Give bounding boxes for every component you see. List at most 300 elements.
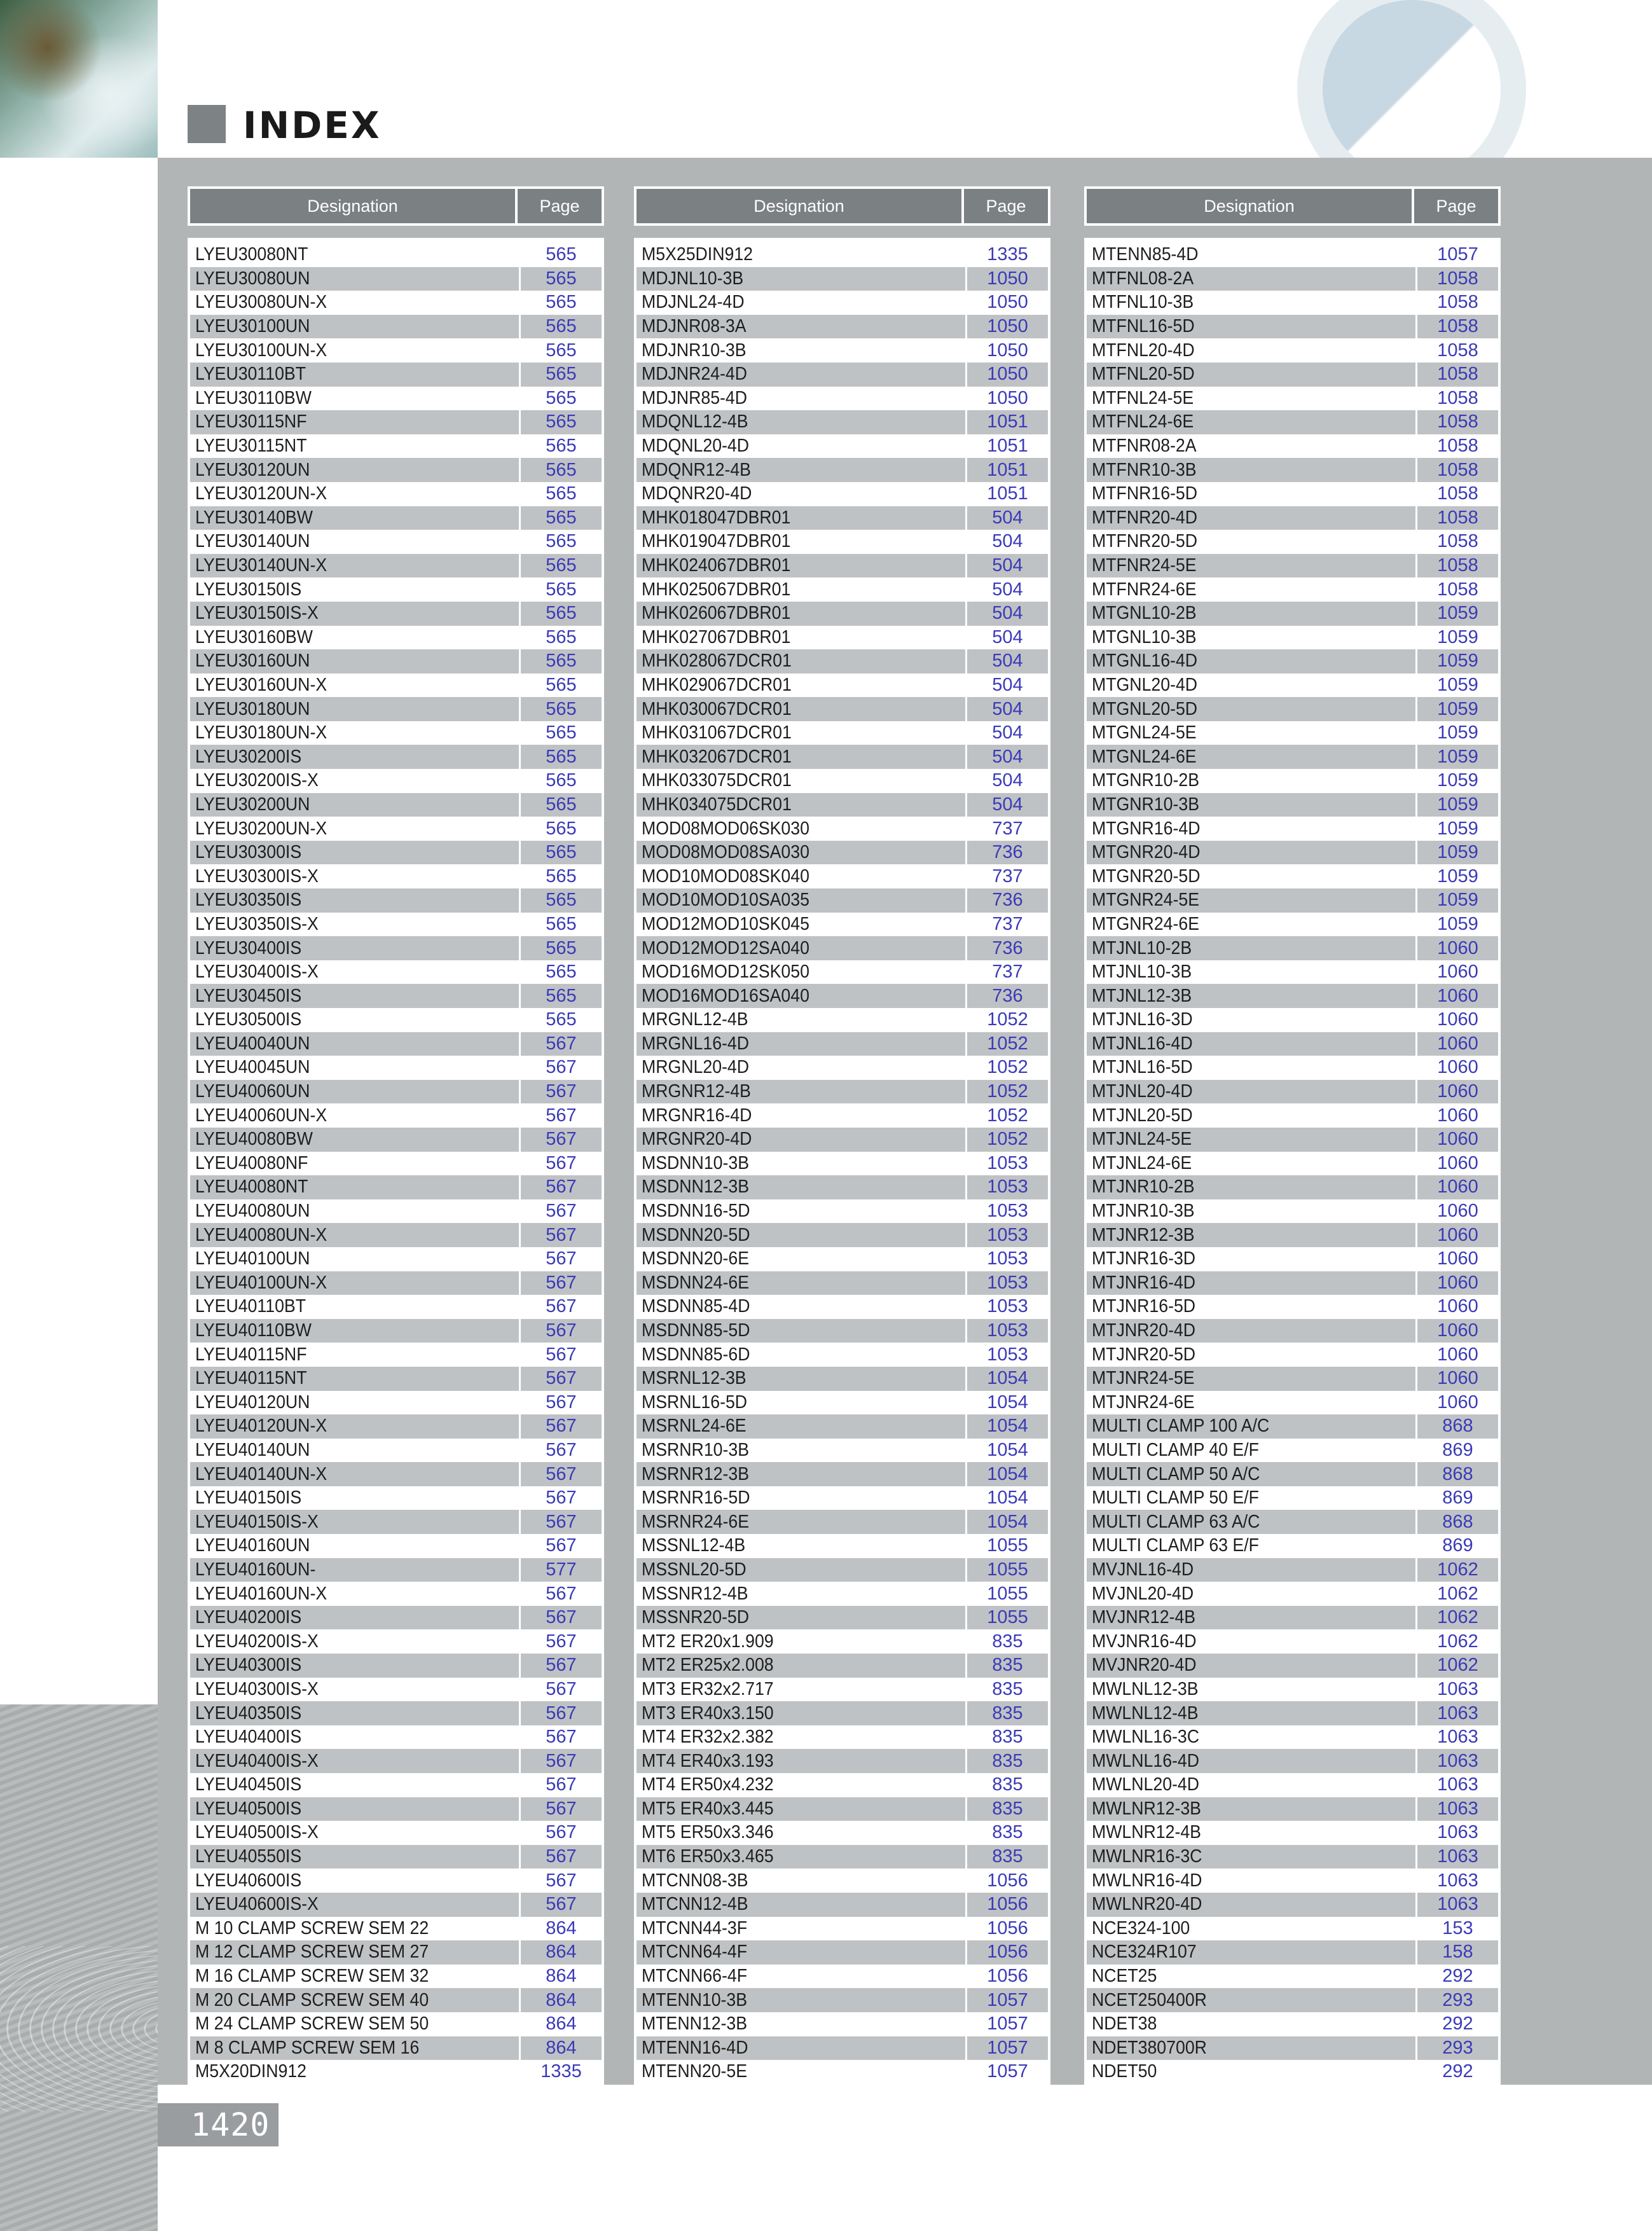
page-cell: 565 <box>519 602 602 626</box>
designation-cell <box>190 1870 519 1891</box>
designation-cell <box>1087 508 1415 528</box>
designation-cell <box>1087 1033 1415 1054</box>
page-cell: 1054 <box>965 1462 1048 1486</box>
designation-text: MTENN10-3B <box>642 1989 748 2010</box>
index-row <box>1087 410 1498 434</box>
designation-text: MTENN12-3B <box>642 2013 748 2034</box>
designation-cell <box>637 651 965 672</box>
designation-text: MHK031067DCR01 <box>642 722 792 743</box>
designation-cell <box>190 818 519 839</box>
page-cell: 1335 <box>965 243 1048 267</box>
index-row <box>637 291 1048 315</box>
designation-text: MTGNR24-5E <box>1092 890 1200 911</box>
designation-cell <box>190 651 519 672</box>
page-cell: 567 <box>519 1749 602 1773</box>
designation-text: MTJNR20-5D <box>1092 1344 1196 1365</box>
index-row <box>190 1821 602 1845</box>
page-cell: 1059 <box>1415 888 1498 913</box>
designation-cell <box>190 1774 519 1795</box>
designation-text: MDJNR08-3A <box>642 316 747 337</box>
designation-cell <box>1087 1751 1415 1772</box>
designation-cell <box>1087 436 1415 457</box>
index-row <box>637 1582 1048 1606</box>
index-row <box>1087 482 1498 506</box>
page-cell: 1063 <box>1415 1868 1498 1893</box>
index-row <box>190 864 602 888</box>
index-row <box>1087 984 1498 1008</box>
designation-text: LYEU30160UN-X <box>195 674 327 695</box>
designation-cell <box>1087 1416 1415 1437</box>
index-row <box>637 1486 1048 1510</box>
page-cell: 1052 <box>965 1080 1048 1104</box>
designation-cell <box>637 1512 965 1533</box>
page-cell: 567 <box>519 1654 602 1678</box>
designation-text: MTGNL24-6E <box>1092 746 1197 767</box>
page-cell: 1057 <box>965 2036 1048 2061</box>
designation-cell <box>190 794 519 815</box>
designation-cell <box>637 1392 965 1413</box>
page-cell: 567 <box>519 1868 602 1893</box>
page-cell: 868 <box>1415 1414 1498 1439</box>
page-cell: 504 <box>965 577 1048 602</box>
page-cell: 1060 <box>1415 960 1498 984</box>
designation-cell <box>637 1105 965 1126</box>
page-cell: 567 <box>519 1319 602 1343</box>
page-cell: 567 <box>519 1773 602 1797</box>
designation-text: MDJNR85-4D <box>642 387 748 408</box>
index-row <box>637 2036 1048 2061</box>
designation-cell <box>1087 2013 1415 2034</box>
designation-text: MTGNR16-4D <box>1092 818 1201 839</box>
page-cell: 1058 <box>1415 267 1498 291</box>
designation-cell <box>190 1225 519 1246</box>
page-cell: 835 <box>965 1678 1048 1702</box>
page-cell: 158 <box>1415 1940 1498 1965</box>
index-row <box>1087 1080 1498 1104</box>
page-cell: 292 <box>1415 2060 1498 2084</box>
index-row <box>637 554 1048 578</box>
designation-text: LYEU40150IS <box>195 1488 302 1509</box>
page-cell: 1060 <box>1415 1152 1498 1176</box>
page-cell: 504 <box>965 745 1048 769</box>
designation-cell <box>1087 411 1415 432</box>
page-cell: 567 <box>519 1128 602 1152</box>
designation-text: MDJNL24-4D <box>642 292 745 313</box>
index-row <box>1087 888 1498 913</box>
designation-text: MULTI CLAMP 63 E/F <box>1092 1535 1259 1556</box>
designation-text: LYEU30450IS <box>195 985 302 1006</box>
index-row <box>1087 1558 1498 1582</box>
page-cell: 565 <box>519 936 602 960</box>
index-row <box>190 1271 602 1295</box>
page-cell: 1060 <box>1415 1008 1498 1032</box>
designation-text: MSSNL20-5D <box>642 1559 747 1580</box>
designation-cell <box>1087 1990 1415 2011</box>
index-row <box>190 936 602 960</box>
designation-cell <box>190 292 519 313</box>
index-row <box>1087 1319 1498 1343</box>
index-row <box>190 2036 602 2061</box>
designation-cell <box>190 340 519 361</box>
designation-text: MOD16MOD16SA040 <box>642 985 809 1006</box>
index-row <box>190 1175 602 1199</box>
designation-cell <box>190 1105 519 1126</box>
column-header <box>1084 186 1501 226</box>
designation-cell <box>637 603 965 624</box>
designation-text: MTJNR24-5E <box>1092 1368 1195 1389</box>
designation-text: MVJNR16-4D <box>1092 1631 1197 1652</box>
page-cell: 1059 <box>1415 913 1498 937</box>
index-row <box>190 602 602 626</box>
index-row <box>1087 1008 1498 1032</box>
index-row <box>637 1629 1048 1654</box>
page-cell: 1055 <box>965 1606 1048 1630</box>
designation-text: LYEU40040UN <box>195 1033 310 1054</box>
designation-cell <box>190 1512 519 1533</box>
index-row <box>190 338 602 363</box>
page-cell: 736 <box>965 841 1048 865</box>
designation-cell <box>637 1966 965 1987</box>
index-row <box>637 1152 1048 1176</box>
designation-cell <box>637 818 965 839</box>
page-cell: 1055 <box>965 1534 1048 1558</box>
designation-text: LYEU40100UN <box>195 1248 310 1269</box>
page-cell: 1055 <box>965 1582 1048 1606</box>
designation-text: MTENN20-5E <box>642 2061 748 2082</box>
designation-text: MOD12MOD12SA040 <box>642 937 809 958</box>
designation-text: MTJNL16-3D <box>1092 1009 1193 1030</box>
index-row <box>190 1056 602 1080</box>
index-row <box>190 482 602 506</box>
index-row <box>190 626 602 650</box>
designation-cell <box>190 962 519 983</box>
designation-text: LYEU40120UN <box>195 1392 310 1413</box>
designation-cell <box>190 579 519 600</box>
designation-text: LYEU40080NF <box>195 1152 308 1173</box>
designation-text: MSRNL16-5D <box>642 1392 748 1413</box>
index-row <box>1087 291 1498 315</box>
page-cell: 1059 <box>1415 697 1498 721</box>
designation-text: LYEU40400IS <box>195 1727 302 1748</box>
designation-text: MTJNR24-6E <box>1092 1392 1195 1413</box>
designation-cell <box>1087 1894 1415 1915</box>
designation-text: MTJNR12-3B <box>1092 1224 1195 1245</box>
index-row <box>190 913 602 937</box>
page-cell: 567 <box>519 1247 602 1271</box>
index-row <box>1087 458 1498 482</box>
designation-text: MSDNN85-6D <box>642 1344 750 1365</box>
designation-header: Designation <box>1087 189 1414 223</box>
index-row <box>1087 841 1498 865</box>
designation-cell <box>1087 268 1415 289</box>
page-cell: 565 <box>519 984 602 1008</box>
designation-cell <box>637 1607 965 1628</box>
page-cell: 1060 <box>1415 1080 1498 1104</box>
designation-cell <box>1087 1799 1415 1820</box>
index-row <box>1087 769 1498 793</box>
index-row <box>1087 721 1498 745</box>
index-row <box>637 793 1048 817</box>
designation-cell <box>1087 1846 1415 1867</box>
index-row <box>637 1343 1048 1367</box>
designation-cell <box>190 1440 519 1461</box>
index-row <box>1087 1773 1498 1797</box>
designation-cell <box>1087 914 1415 935</box>
designation-text: LYEU30160UN <box>195 651 310 672</box>
designation-cell <box>1087 842 1415 863</box>
designation-text: LYEU30120UN-X <box>195 483 327 504</box>
designation-text: LYEU30110BW <box>195 387 312 408</box>
index-row <box>637 1940 1048 1965</box>
index-row <box>637 530 1048 554</box>
designation-text: LYEU40060UN-X <box>195 1105 327 1126</box>
designation-cell <box>637 1081 965 1102</box>
page-cell: 565 <box>519 458 602 482</box>
designation-text: LYEU30300IS-X <box>195 866 319 887</box>
designation-text: M 24 CLAMP SCREW SEM 50 <box>195 2013 429 2034</box>
designation-text: MVJNR20-4D <box>1092 1655 1197 1676</box>
designation-cell <box>1087 1822 1415 1843</box>
designation-cell <box>637 388 965 409</box>
page-cell: 1051 <box>965 458 1048 482</box>
page-cell: 567 <box>519 1439 602 1463</box>
designation-text: MTFNR24-5E <box>1092 555 1197 576</box>
index-row <box>637 387 1048 411</box>
index-row <box>1087 1821 1498 1845</box>
index-row <box>190 1558 602 1582</box>
page-header: Page <box>1436 196 1476 216</box>
index-row <box>1087 267 1498 291</box>
page-cell: 567 <box>519 1175 602 1199</box>
designation-text: MDQNR20-4D <box>642 483 752 504</box>
designation-cell <box>190 1488 519 1509</box>
page-cell: 565 <box>519 745 602 769</box>
index-row <box>637 1056 1048 1080</box>
index-row <box>637 1893 1048 1917</box>
designation-text: MSSNL12-4B <box>642 1535 746 1556</box>
index-row <box>1087 363 1498 387</box>
index-row <box>1087 745 1498 769</box>
designation-cell <box>190 364 519 385</box>
designation-cell <box>190 436 519 457</box>
designation-cell <box>637 986 965 1007</box>
index-row <box>637 1534 1048 1558</box>
designation-cell <box>1087 1488 1415 1509</box>
index-row <box>637 1319 1048 1343</box>
designation-text: LYEU30140UN-X <box>195 555 327 576</box>
index-row <box>1087 1199 1498 1224</box>
designation-cell <box>190 1966 519 1987</box>
page-cell: 1053 <box>965 1199 1048 1224</box>
designation-text: LYEU30140UN <box>195 531 310 552</box>
designation-cell <box>190 1751 519 1772</box>
index-row <box>637 1391 1048 1415</box>
page-cell: 864 <box>519 1940 602 1965</box>
page-cell: 1060 <box>1415 1343 1498 1367</box>
designation-text: MTFNR08-2A <box>1092 436 1197 457</box>
designation-cell <box>637 1177 965 1198</box>
page-cell: 565 <box>519 649 602 673</box>
designation-cell <box>637 1679 965 1700</box>
designation-cell <box>190 1559 519 1580</box>
index-row <box>190 2060 602 2084</box>
left-wave-lines <box>0 1946 158 2111</box>
designation-cell <box>190 268 519 289</box>
designation-text: MSDNN85-4D <box>642 1296 750 1317</box>
page-cell: 565 <box>519 267 602 291</box>
page-cell: 835 <box>965 1725 1048 1750</box>
designation-text: LYEU40200IS <box>195 1607 302 1628</box>
designation-cell <box>637 1153 965 1174</box>
designation-cell <box>1087 460 1415 481</box>
page-cell: 1057 <box>965 1988 1048 2012</box>
index-row <box>190 1701 602 1725</box>
index-row <box>1087 1391 1498 1415</box>
page-title: INDEX <box>243 104 382 147</box>
page-cell: 1335 <box>519 2060 602 2084</box>
index-row <box>1087 793 1498 817</box>
page-cell: 567 <box>519 1701 602 1725</box>
page-cell: 567 <box>519 1893 602 1917</box>
page-cell: 1059 <box>1415 626 1498 650</box>
designation-cell <box>637 1846 965 1867</box>
page-cell: 737 <box>965 960 1048 984</box>
designation-cell <box>1087 1727 1415 1748</box>
designation-text: LYEU40110BW <box>195 1320 312 1341</box>
page-cell: 567 <box>519 1032 602 1056</box>
index-row <box>637 1080 1048 1104</box>
index-row <box>637 649 1048 673</box>
designation-cell <box>1087 1225 1415 1246</box>
index-row <box>637 434 1048 459</box>
designation-text: LYEU30350IS <box>195 890 302 911</box>
index-row <box>1087 1965 1498 1989</box>
index-row <box>637 2060 1048 2084</box>
designation-cell <box>637 508 965 528</box>
designation-text: MTFNR24-6E <box>1092 579 1197 600</box>
designation-cell <box>190 675 519 696</box>
designation-text: MTCNN44-3F <box>642 1917 748 1938</box>
designation-cell <box>637 1033 965 1054</box>
designation-text: MTJNR16-4D <box>1092 1272 1196 1293</box>
index-row <box>190 1534 602 1558</box>
designation-text: LYEU40060UN <box>195 1081 310 1102</box>
index-row <box>190 458 602 482</box>
index-row <box>1087 817 1498 841</box>
page-cell: 565 <box>519 841 602 865</box>
index-row <box>1087 626 1498 650</box>
page-cell: 1060 <box>1415 936 1498 960</box>
designation-cell <box>637 1990 965 2011</box>
index-row <box>190 1103 602 1128</box>
designation-cell <box>1087 292 1415 313</box>
index-row <box>637 363 1048 387</box>
index-row <box>190 577 602 602</box>
designation-cell <box>1087 1559 1415 1580</box>
designation-cell <box>637 747 965 768</box>
designation-text: MWLNR16-4D <box>1092 1870 1202 1891</box>
designation-text: LYEU40350IS <box>195 1703 302 1723</box>
designation-text: MULTI CLAMP 50 A/C <box>1092 1463 1260 1484</box>
designation-text: MT5 ER50x3.346 <box>642 1822 774 1843</box>
index-row <box>190 1582 602 1606</box>
designation-cell <box>190 1201 519 1222</box>
designation-cell <box>637 1296 965 1317</box>
index-row <box>1087 1152 1498 1176</box>
index-row <box>1087 602 1498 626</box>
index-row <box>190 506 602 530</box>
page-cell: 1063 <box>1415 1845 1498 1869</box>
index-column-2 <box>634 186 1050 2088</box>
page-cell: 835 <box>965 1629 1048 1654</box>
designation-text: LYEU30350IS-X <box>195 913 319 934</box>
page-cell: 565 <box>519 1008 602 1032</box>
page-cell: 835 <box>965 1749 1048 1773</box>
designation-cell <box>637 1918 965 1939</box>
page-cell: 1054 <box>965 1391 1048 1415</box>
index-row <box>1087 2036 1498 2061</box>
designation-text: MTGNL10-2B <box>1092 603 1197 624</box>
page-cell: 1058 <box>1415 458 1498 482</box>
page-cell: 1057 <box>965 2012 1048 2036</box>
index-row <box>637 1271 1048 1295</box>
designation-cell <box>190 1631 519 1652</box>
designation-cell <box>190 1296 519 1317</box>
designation-text: MWLNL20-4D <box>1092 1774 1200 1795</box>
designation-text: MRGNR20-4D <box>642 1129 752 1150</box>
index-row <box>190 1247 602 1271</box>
index-row <box>637 1678 1048 1702</box>
designation-text: NDET380700R <box>1092 2037 1207 2058</box>
page-cell: 567 <box>519 1391 602 1415</box>
designation-cell <box>190 1368 519 1389</box>
index-row <box>1087 1701 1498 1725</box>
page-cell: 1060 <box>1415 1103 1498 1128</box>
designation-text: MTJNL24-6E <box>1092 1152 1192 1173</box>
designation-cell <box>1087 2038 1415 2059</box>
page-cell: 1052 <box>965 1032 1048 1056</box>
index-row <box>637 1295 1048 1319</box>
page-cell: 835 <box>965 1845 1048 1869</box>
page-cell: 1050 <box>965 267 1048 291</box>
page-cell: 1053 <box>965 1152 1048 1176</box>
index-row <box>190 697 602 721</box>
designation-text: MTFNL08-2A <box>1092 268 1194 289</box>
designation-cell <box>190 1033 519 1054</box>
designation-text: LYEU30300IS <box>195 842 302 863</box>
page-cell: 1058 <box>1415 315 1498 339</box>
designation-text: MTCNN12-4B <box>642 1894 748 1915</box>
designation-text: MRGNL12-4B <box>642 1009 748 1030</box>
page-cell: 504 <box>965 506 1048 530</box>
index-row <box>1087 1128 1498 1152</box>
designation-cell <box>637 866 965 887</box>
index-row <box>190 1439 602 1463</box>
page-cell: 1059 <box>1415 745 1498 769</box>
page-cell: 1058 <box>1415 530 1498 554</box>
index-row <box>190 1223 602 1247</box>
designation-text: MOD10MOD10SA035 <box>642 890 809 911</box>
index-row <box>190 1128 602 1152</box>
page-cell: 565 <box>519 888 602 913</box>
page-cell: 1058 <box>1415 482 1498 506</box>
index-row <box>1087 1534 1498 1558</box>
designation-text: MTFNL16-5D <box>1092 316 1195 337</box>
index-row <box>637 913 1048 937</box>
page-cell: 1051 <box>965 434 1048 459</box>
index-row <box>1087 1295 1498 1319</box>
index-row <box>1087 1725 1498 1750</box>
